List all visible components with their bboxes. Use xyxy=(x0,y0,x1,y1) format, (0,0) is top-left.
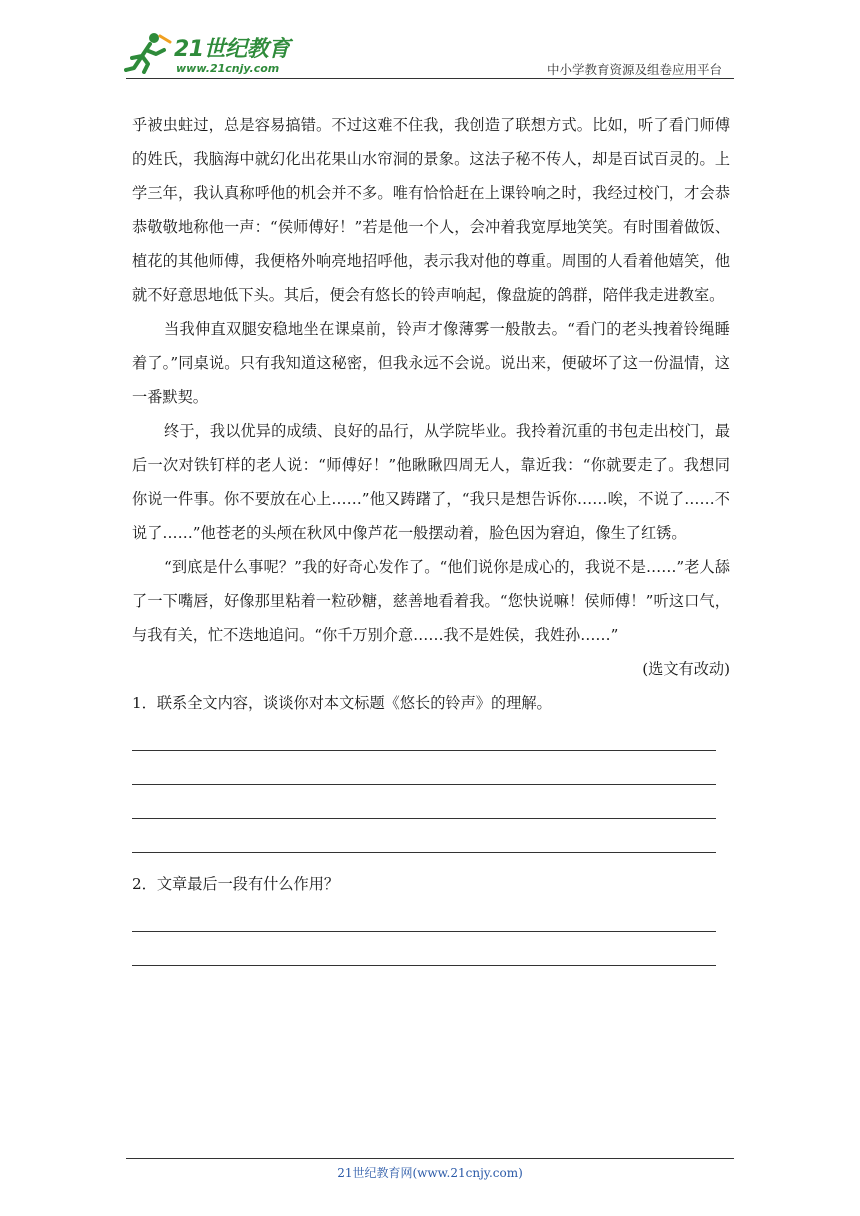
header-platform-name: 中小学教育资源及组卷应用平台 xyxy=(546,62,722,77)
paragraph-1: 乎被虫蛀过，总是容易搞错。不过这难不住我，我创造了联想方式。比如，听了看门师傅的姓氏，我脑海中就幻化出花果山水帘洞的景象。这法子秘不传人，却是百试百灵的。上学三年，我认真称呼他的机会并不多。唯有恰恰赶在上课铃响之时，我经过校门，才会恭恭敬敬地称他一声：“侯师傅好！”若是他一个人，会冲着我宽厚地笑笑。有时围着做饭、植花的其他师傅，我便格外响亮地招呼他，表示我对他的尊重。周围的人看着他嬉笑，他就不好意思地低下头。其后，便会有悠长的铃声响起，像盘旋的鸽群，陪伴我走进教室。 xyxy=(132,116,730,304)
logo-url: www.21cnjy.com xyxy=(176,62,280,75)
paragraph-2: 当我伸直双腿安稳地坐在课桌前，铃声才像薄雾一般散去。“看门的老头拽着铃绳睡着了。”同桌说。只有我知道这秘密，但我永远不会说。说出来，便破坏了这一份温情，这一番默契。 xyxy=(132,320,730,406)
source-note: (选文有改动) xyxy=(642,660,730,678)
answer-line[interactable] xyxy=(132,965,716,966)
header-divider xyxy=(126,78,734,79)
paragraph-3: 终于，我以优异的成绩、良好的品行，从学院毕业。我拎着沉重的书包走出校门，最后一次对铁钉样的老人说：“师傅好！”他瞅瞅四周无人，靠近我：“你就要走了。我想同你说一件事。你不要放在心上……”他又踌躇了，“我只是想告诉你……唉，不说了……不说了……”他苍老的头颅在秋风中像芦花一般摆动着，脸色因为窘迫，像生了红锈。 xyxy=(132,422,730,542)
paragraph-4: “到底是什么事呢？”我的好奇心发作了。“他们说你是成心的，我说不是……”老人舔了一下嘴唇，好像那里粘着一粒砂糖，慈善地看着我。“您快说嘛！侯师傅！”听这口气，与我有关，忙不迭地追问。“你千万别介意……我不是姓侯，我姓孙……” xyxy=(132,558,730,644)
site-logo[interactable] xyxy=(124,30,294,78)
logo-text: 21世纪教育 xyxy=(174,37,290,62)
footer-divider xyxy=(126,1158,734,1159)
question-2: 2．文章最后一段有什么作用？ xyxy=(132,875,340,893)
footer-site-link[interactable]: 21世纪教育网(www.21cnjy.com) xyxy=(337,1166,523,1180)
runner-logo-icon xyxy=(124,32,172,74)
question-1: 1．联系全文内容，谈谈你对本文标题《悠长的铃声》的理解。 xyxy=(132,694,552,712)
article-content xyxy=(132,108,730,966)
